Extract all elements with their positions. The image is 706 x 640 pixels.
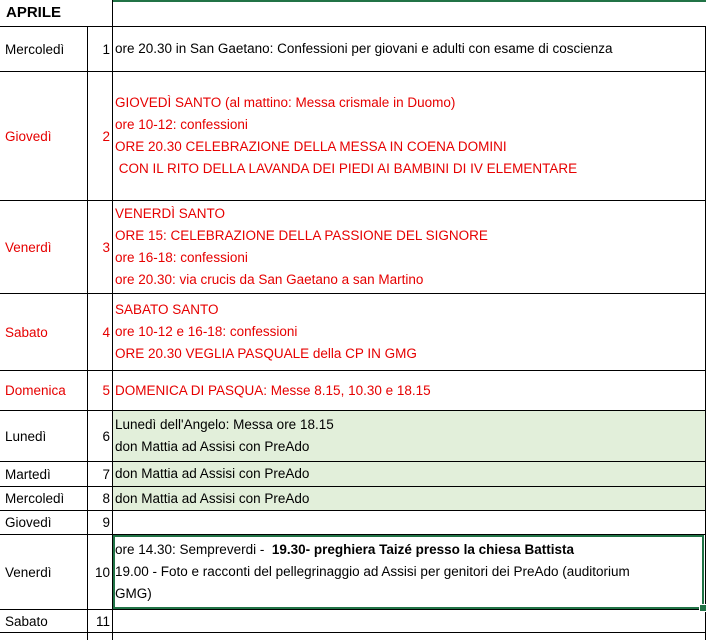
event-cell[interactable] [113,610,706,632]
header-row [0,0,706,26]
date-cell[interactable]: 7 [88,462,113,486]
event-line: don Mattia ad Assisi con PreAdo [115,490,310,506]
event-cell[interactable] [113,487,706,510]
day-cell[interactable]: Mercoledì [0,487,88,510]
day-cell[interactable]: Sabato [0,610,88,632]
event-cell[interactable] [113,511,706,534]
event-line: ORE 20.30 CELEBRAZIONE DELLA MESSA IN COENA DOMINI [115,139,507,154]
date-cell[interactable]: 1 [88,27,113,71]
event-line: CON IL RITO DELLA LAVANDA DEI PIEDI AI BAMBINI DI IV ELEMENTARE [115,161,578,176]
event-text-bold: 19.30- preghiera Taizé presso la chiesa Battista [271,542,574,557]
event-line: ore 20.30: via crucis da San Gaetano a san Martino [115,272,424,287]
event-cell[interactable] [113,462,706,486]
date-cell[interactable]: 8 [88,487,113,510]
fill-handle[interactable] [699,604,706,612]
event-cell[interactable] [113,535,706,609]
event-line: don Mattia ad Assisi con PreAdo [115,466,310,481]
day-cell[interactable]: Giovedì [0,511,88,534]
table-row[interactable] [0,487,706,510]
date-cell[interactable]: 5 [88,371,113,410]
event-line: DOMENICA DI PASQUA: Messe 8.15, 10.30 e 18.15 [115,382,431,398]
event-line [115,539,705,561]
event-line: ore 16-18: confessioni [115,250,248,265]
event-line: ore 20.30 in San Gaetano: Confessioni per giovani e adulti con esame di coscienza [115,41,613,56]
event-line: don Mattia ad Assisi con PreAdo [115,439,310,454]
event-cell[interactable] [113,371,706,410]
day-cell[interactable]: Venerdì [0,535,88,609]
table-row[interactable] [0,511,706,534]
event-line: ore 10-12: confessioni [115,117,248,132]
date-cell[interactable]: 6 [88,411,113,461]
day-cell[interactable]: Lunedì [0,411,88,461]
day-cell[interactable]: Domenica [0,371,88,410]
table-row[interactable] [0,371,706,410]
table-row[interactable] [0,535,706,609]
event-line: SABATO SANTO [115,302,219,317]
date-cell[interactable]: 10 [88,535,113,609]
date-cell[interactable]: 11 [88,610,113,632]
table-row[interactable] [0,27,706,71]
day-cell[interactable]: Martedì [0,462,88,486]
event-line: ORE 20.30 VEGLIA PASQUALE della CP IN GMG [115,346,417,361]
day-cell[interactable]: Sabato [0,294,88,370]
event-cell[interactable] [113,72,706,200]
event-line: ore 10-12 e 16-18: confessioni [115,324,298,339]
date-cell[interactable]: 3 [88,201,113,293]
event-cell[interactable] [113,411,706,461]
event-line: VENERDÌ SANTO [115,206,226,221]
table-row[interactable] [0,294,706,370]
month-title: APRILE [6,4,62,21]
event-cell[interactable] [113,201,706,293]
day-cell[interactable]: Mercoledì [0,27,88,71]
date-cell[interactable]: 2 [88,72,113,200]
date-cell[interactable]: 9 [88,511,113,534]
event-cell[interactable] [113,27,706,71]
table-row[interactable] [0,462,706,486]
event-cell[interactable] [113,294,706,370]
event-line: Lunedì dell'Angelo: Messa ore 18.15 [115,417,334,432]
event-line: GIOVEDÌ SANTO (al mattino: Messa crismale in Duomo) [115,95,456,110]
table-row[interactable] [0,411,706,461]
table-row[interactable] [0,72,706,200]
event-line: ORE 15: CELEBRAZIONE DELLA PASSIONE DEL SIGNORE [115,228,488,243]
table-row[interactable] [0,610,706,632]
day-cell[interactable]: Venerdì [0,201,88,293]
table-row[interactable] [0,201,706,293]
table-row-partial [0,633,706,640]
event-line: GMG) [115,586,152,601]
date-cell[interactable]: 4 [88,294,113,370]
event-line: 19.00 - Foto e racconti del pellegrinaggio ad Assisi per genitori dei PreAdo (auditorium [115,564,630,579]
day-cell[interactable]: Giovedì [0,72,88,200]
event-text: ore 14.30: Sempreverdi - [115,542,272,557]
